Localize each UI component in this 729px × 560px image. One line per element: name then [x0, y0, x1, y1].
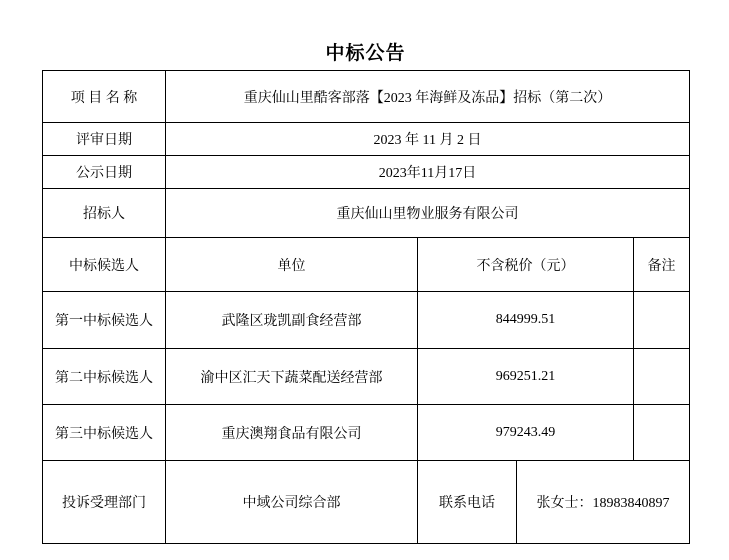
candidate-2-remark [634, 349, 690, 405]
candidate-3-price: 979243.49 [418, 405, 634, 461]
candidate-1-price: 844999.51 [418, 292, 634, 349]
candidate-2-rank: 第二中标候选人 [43, 349, 166, 405]
page-title: 中标公告 [325, 43, 406, 64]
table-row-publicity-date [43, 156, 690, 189]
candidate-1-rank: 第一中标候选人 [43, 292, 166, 349]
table-row-candidates-header [43, 238, 690, 292]
candidates-header-price: 不含税价（元） [418, 238, 634, 292]
candidate-3-remark [634, 405, 690, 461]
table-row-project-name [43, 71, 690, 123]
candidate-3-company: 重庆澳翔食品有限公司 [166, 405, 418, 461]
tenderer-label: 招标人 [43, 189, 166, 238]
project-name-label: 项 目 名 称 [43, 71, 166, 123]
candidates-header-remark: 备注 [634, 238, 690, 292]
candidate-3-rank: 第三中标候选人 [43, 405, 166, 461]
candidate-1-company: 武隆区珑凯副食经营部 [166, 292, 418, 349]
publicity-date-value: 2023年11月17日 [166, 156, 690, 189]
contact-phone-label: 联系电话 [418, 461, 517, 544]
candidates-header-unit: 单位 [166, 238, 418, 292]
bid-announcement-table [42, 70, 690, 544]
candidates-header-candidate: 中标候选人 [43, 238, 166, 292]
tenderer-value: 重庆仙山里物业服务有限公司 [166, 189, 690, 238]
candidate-1-remark [634, 292, 690, 349]
table-row-complaint [43, 461, 690, 544]
candidate-2-company: 渝中区汇天下蔬菜配送经营部 [166, 349, 418, 405]
complaint-dept-value: 中域公司综合部 [166, 461, 418, 544]
candidate-2-price: 969251.21 [418, 349, 634, 405]
publicity-date-label: 公示日期 [43, 156, 166, 189]
complaint-dept-label: 投诉受理部门 [43, 461, 166, 544]
table-row-tenderer [43, 189, 690, 238]
review-date-value: 2023 年 11 月 2 日 [166, 123, 690, 156]
table-row-review-date [43, 123, 690, 156]
review-date-label: 评审日期 [43, 123, 166, 156]
contact-phone-value: 张女士：18983840897 [517, 461, 690, 544]
table-row-candidate-3 [43, 405, 690, 461]
table-row-candidate-1 [43, 292, 690, 349]
project-name-value: 重庆仙山里酷客部落【2023 年海鲜及冻品】招标（第二次） [166, 71, 690, 123]
table-row-candidate-2 [43, 349, 690, 405]
